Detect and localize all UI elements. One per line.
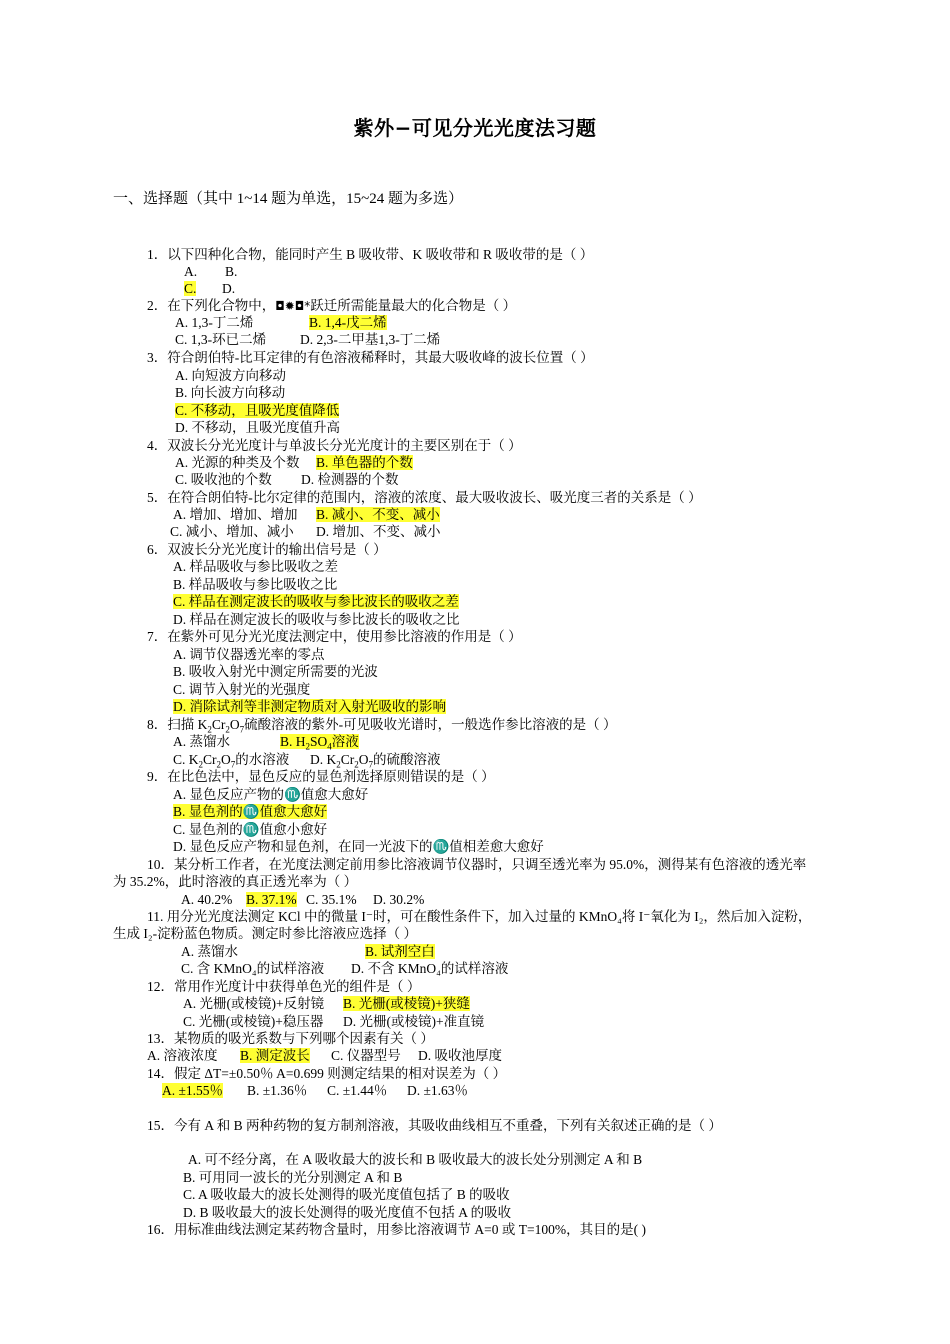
question-10-option-b: B. 37.1%	[246, 892, 297, 907]
question-1-option-a: A.	[184, 264, 198, 279]
question-15-option-d: D. B 吸收最大的波长处测得的吸光度值不包括 A 的吸收	[183, 1205, 512, 1220]
question-12-option-a: A. 光栅(或棱镜)+反射镜	[183, 996, 325, 1011]
question-11-option-d: D. 不含 KMnO₄的试样溶液	[351, 961, 509, 976]
question-12-stem: 12．常用作光度计中获得单色光的组件是（ ）	[147, 979, 421, 994]
question-1-stem: 1．以下四种化合物，能同时产生 B 吸收带、K 吸收带和 R 吸收带的是（ ）	[147, 247, 594, 262]
question-1-option-b: B.	[225, 264, 238, 279]
question-14-option-d: D. ±1.63％	[407, 1083, 469, 1098]
question-15-stem: 15．今有 A 和 B 两种药物的复方制剂溶液，其吸收曲线相互不重叠，下列有关叙述正确的是（ ）	[147, 1118, 722, 1133]
question-7-stem: 7．在紫外可见分光光度法测定中，使用参比溶液的作用是（ ）	[147, 629, 522, 644]
question-5-option-c: C. 减小、增加、减小	[170, 524, 294, 539]
question-13-option-b: B. 测定波长	[240, 1048, 310, 1063]
question-10-stem-line-1: 10．某分析工作者，在光度法测定前用参比溶液调节仪器时，只调至透光率为 95.0%，测得某有色溶液的透光率	[147, 857, 807, 872]
question-2-option-b: B. 1,4-戊二烯	[309, 315, 387, 330]
question-11-option-b: B. 试剂空白	[365, 944, 435, 959]
question-14-option-b: B. ±1.36％	[247, 1083, 308, 1098]
question-11-stem-line-1: 11. 用分光光度法测定 KCl 中的微量 I⁻时，可在酸性条件下，加入过量的 KMnO₄将 I⁻氧化为 I₂，然后加入淀粉，	[147, 909, 812, 924]
question-7-option-a: A. 调节仪器透光率的零点	[173, 647, 325, 662]
question-6-option-c: C. 样品在测定波长的吸收与参比波长的吸收之差	[173, 594, 459, 609]
question-9-option-a: A. 显色反应产物的♏值愈大愈好	[173, 787, 369, 802]
question-8-option-d: D. $K_2Cr_2O_7$的硫酸溶液	[310, 752, 441, 770]
question-4-option-c: C. 吸收池的个数	[175, 472, 272, 487]
question-3-option-b: B. 向长波方向移动	[175, 385, 286, 400]
question-12-option-d: D. 光栅(或棱镜)+准直镜	[343, 1014, 485, 1029]
question-4-stem: 4．双波长分光光度计与单波长分光光度计的主要区别在于（ ）	[147, 438, 522, 453]
section-heading: 一、选择题（其中 1~14 题为单选，15~24 题为多选）	[113, 191, 463, 207]
question-7-option-d: D. 消除试剂等非测定物质对入射光吸收的影响	[173, 699, 446, 714]
question-8-option-c: C. $K_2Cr_2O_7$的水溶液	[173, 752, 290, 770]
question-14-option-c: C. ±1.44％	[327, 1083, 388, 1098]
question-10-option-a: A. 40.2%	[181, 892, 233, 907]
question-15-option-a: A. 可不经分离，在 A 吸收最大的波长和 B 吸收最大的波长处分别测定 A 和 B	[188, 1152, 643, 1167]
question-16-stem: 16．用标准曲线法测定某药物含量时，用参比溶液调节 A=0 或 T=100%，其目的是( )	[147, 1222, 646, 1237]
question-5-option-b: B. 减小、不变、减小	[316, 507, 440, 522]
question-3-option-d: D. 不移动，且吸光度值升高	[175, 420, 340, 435]
question-2-option-c: C. 1,3-环已二烯	[175, 332, 267, 347]
question-11-stem-line-2: 生成 I₂-淀粉蓝色物质。测定时参比溶液应选择（ ）	[113, 926, 417, 941]
question-7-option-b: B. 吸收入射光中测定所需要的光波	[173, 664, 378, 679]
question-9-option-b: B. 显色剂的♏值愈大愈好	[173, 804, 328, 819]
question-2-stem: 2．在下列化合物中，◘✹◘*跃迁所需能量最大的化合物是（ ）	[147, 298, 517, 313]
question-13-option-d: D. 吸收池厚度	[418, 1048, 502, 1063]
question-2-option-a: A. 1,3-丁二烯	[175, 315, 254, 330]
question-6-stem: 6．双波长分光光度计的输出信号是（ ）	[147, 542, 387, 557]
question-6-option-d: D. 样品在测定波长的吸收与参比波长的吸收之比	[173, 612, 460, 627]
question-4-option-b: B. 单色器的个数	[316, 455, 413, 470]
question-8-stem: 8．扫描 $K_2Cr_2O_7$硫酸溶液的紫外-可见吸收光谱时，一般选作参比溶液的是（ ）	[147, 717, 617, 735]
question-8-option-a: A. 蒸馏水	[173, 734, 230, 749]
question-10-stem-line-2: 为 35.2%，此时溶液的真正透光率为（ ）	[113, 874, 358, 889]
question-6-option-b: B. 样品吸收与参比吸收之比	[173, 577, 338, 592]
question-3-stem: 3．符合朗伯特-比耳定律的有色溶液稀释时，其最大吸收峰的波长位置（ ）	[147, 350, 594, 365]
page-title: 紫外−可见分光光度法习题	[353, 116, 597, 140]
question-10-option-c: C. 35.1%	[306, 892, 357, 907]
question-14-stem: 14．假定 ΔT=±0.50％ A=0.699 则测定结果的相对误差为（ ）	[147, 1066, 507, 1081]
question-15-option-b: B. 可用同一波长的光分别测定 A 和 B	[183, 1170, 403, 1185]
transition-symbol-icon: ◘✹◘*	[275, 299, 311, 313]
question-10-option-d: D. 30.2%	[373, 892, 425, 907]
question-15-option-c: C. A 吸收最大的波长处测得的吸光度值包括了 B 的吸收	[183, 1187, 510, 1202]
question-5-option-a: A. 增加、增加、增加	[173, 507, 298, 522]
question-11-option-a: A. 蒸馏水	[181, 944, 238, 959]
question-2-option-d: D. 2,3-二甲基1,3-丁二烯	[300, 332, 441, 347]
question-13-option-c: C. 仪器型号	[331, 1048, 401, 1063]
question-3-option-c: C. 不移动，且吸光度值降低	[175, 403, 340, 418]
question-3-option-a: A. 向短波方向移动	[175, 368, 286, 383]
question-6-option-a: A. 样品吸收与参比吸收之差	[173, 559, 338, 574]
question-9-stem: 9．在比色法中，显色反应的显色剂选择原则错误的是（ ）	[147, 769, 495, 784]
question-4-option-a: A. 光源的种类及个数	[175, 455, 300, 470]
question-1-option-d: D.	[222, 281, 236, 296]
question-4-option-d: D. 检测器的个数	[301, 472, 399, 487]
question-1-option-c: C.	[184, 281, 197, 296]
question-9-option-d: D. 显色反应产物和显色剂，在同一光波下的♏值相差愈大愈好	[173, 839, 544, 854]
question-13-stem: 13．某物质的吸光系数与下列哪个因素有关（ ）	[147, 1031, 434, 1046]
question-9-option-c: C. 显色剂的♏值愈小愈好	[173, 822, 328, 837]
question-5-option-d: D. 增加、不变、减小	[316, 524, 441, 539]
question-8-option-b: B. $H_2SO_4$溶液	[280, 734, 359, 752]
question-14-option-a: A. ±1.55％	[162, 1083, 224, 1098]
question-13-option-a: A. 溶液浓度	[147, 1048, 218, 1063]
question-12-option-c: C. 光栅(或棱镜)+稳压器	[183, 1014, 324, 1029]
question-12-option-b: B. 光栅(或棱镜)+狭缝	[343, 996, 470, 1011]
question-11-option-c: C. 含 KMnO₄的试样溶液	[181, 961, 325, 976]
question-5-stem: 5．在符合朗伯特-比尔定律的范围内，溶液的浓度、最大吸收波长、吸光度三者的关系是（ ）	[147, 490, 702, 505]
question-7-option-c: C. 调节入射光的光强度	[173, 682, 311, 697]
